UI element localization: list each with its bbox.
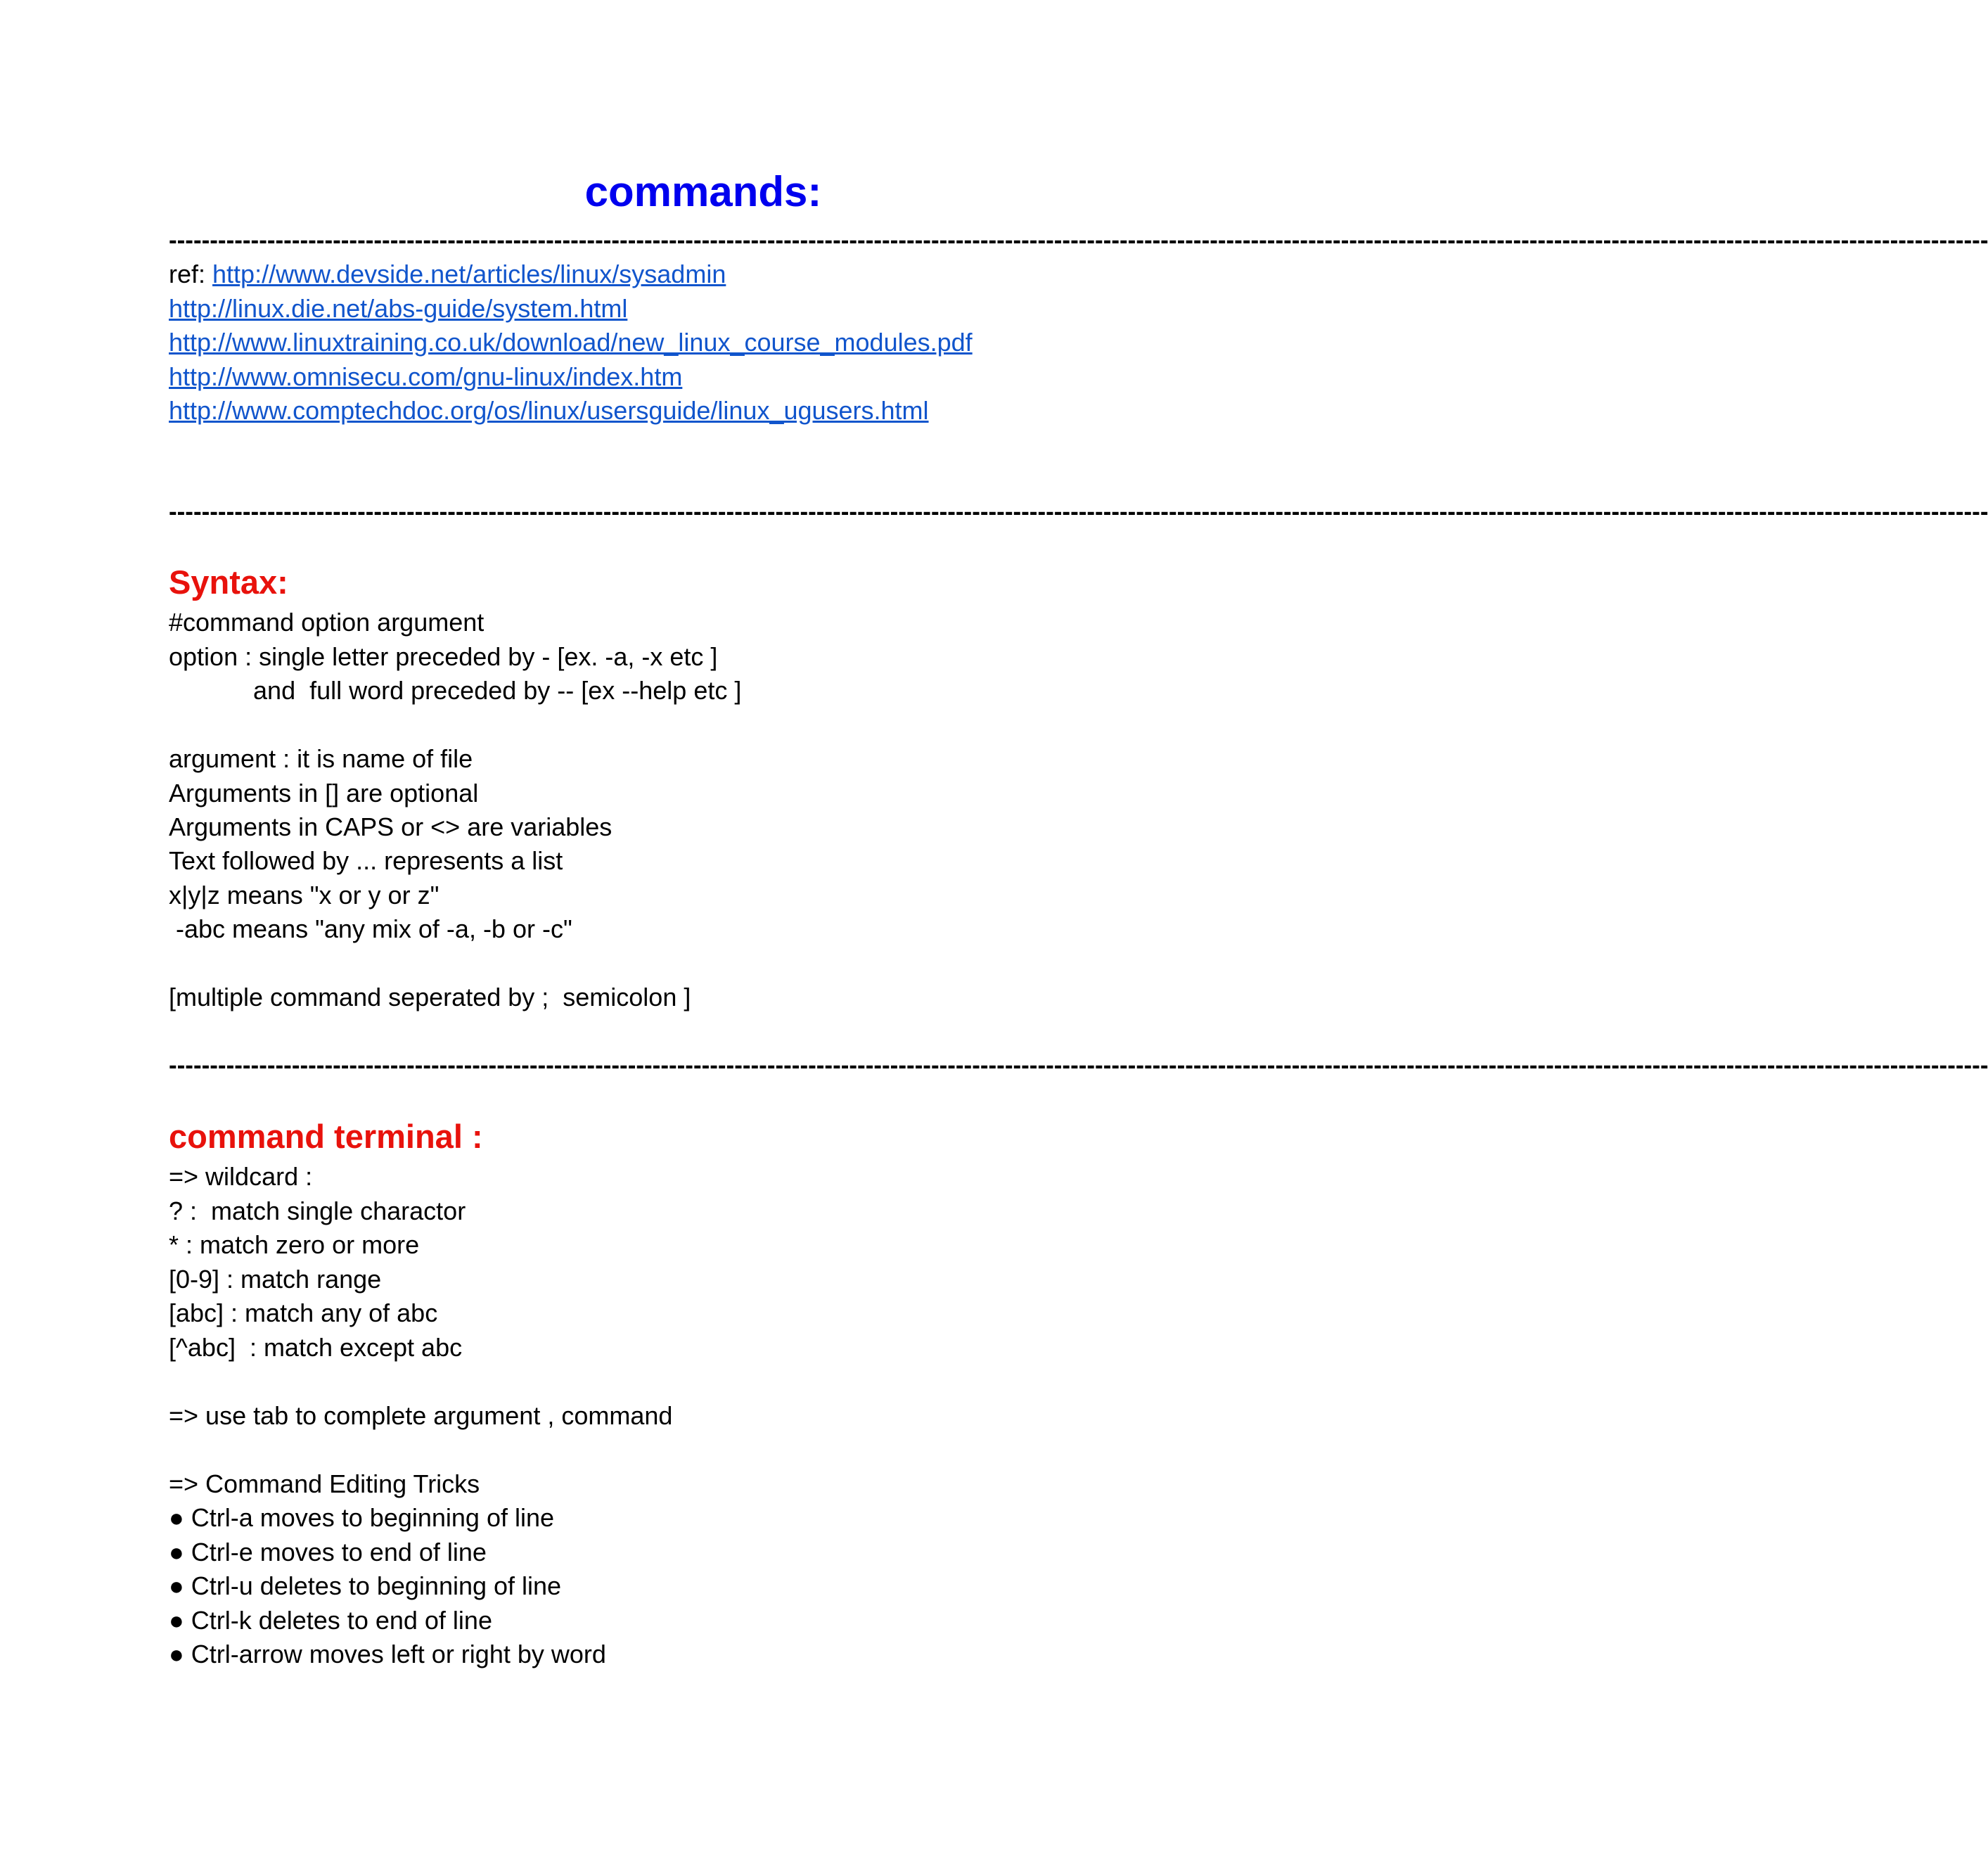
syntax-line: #command option argument — [169, 608, 485, 637]
bullet-item: ● Ctrl-k deletes to end of line — [169, 1606, 492, 1635]
ref-link-linux-die[interactable]: http://linux.die.net/abs-guide/system.html — [169, 294, 628, 323]
ref-link-devside[interactable]: http://www.devside.net/articles/linux/sysadmin — [212, 260, 726, 288]
terminal-line: * : match zero or more — [169, 1230, 420, 1259]
terminal-line: [^abc] : match except abc — [169, 1333, 463, 1362]
page-title: commands: — [584, 168, 822, 215]
terminal-line: => use tab to complete argument , command — [169, 1401, 673, 1430]
ref-line — [169, 325, 973, 359]
syntax-line: Arguments in [] are optional — [169, 779, 479, 807]
ref-line — [169, 291, 627, 326]
syntax-line: option : single letter preceded by - [ex. -a, -x etc ] — [169, 642, 718, 671]
terminal-line: => wildcard : — [169, 1162, 313, 1191]
syntax-line: [multiple command seperated by ; semicolon ] — [169, 983, 691, 1011]
ref-link-linuxtraining[interactable]: http://www.linuxtraining.co.uk/download/new_linux_course_modules.pdf — [169, 328, 973, 357]
syntax-heading: Syntax: — [169, 563, 288, 601]
syntax-line: and full word preceded by -- [ex --help etc ] — [169, 676, 742, 705]
bullet-item: ● Ctrl-arrow moves left or right by word — [169, 1640, 606, 1668]
syntax-line: Text followed by ... represents a list — [169, 846, 563, 875]
bullet-item: ● Ctrl-e moves to end of line — [169, 1538, 487, 1566]
bullet-item: ● Ctrl-u deletes to beginning of line — [169, 1571, 562, 1600]
syntax-line: x|y|z means "x or y or z" — [169, 881, 440, 909]
terminal-heading: command terminal : — [169, 1118, 483, 1155]
terminal-line: ? : match single charactor — [169, 1196, 466, 1225]
ref-line — [169, 359, 682, 394]
syntax-line: Arguments in CAPS or <> are variables — [169, 812, 613, 841]
ref-label: ref: — [169, 260, 213, 288]
divider-rule-1: ------------------------------------------------------------------------------------------------------------------------------------------------------------------------------------------------------------------------------ — [169, 226, 1988, 254]
terminal-line: [abc] : match any of abc — [169, 1298, 438, 1327]
divider-rule-3: ------------------------------------------------------------------------------------------------------------------------------------------------------------------------------------------------------------------------------ — [169, 1052, 1988, 1079]
syntax-line: -abc means "any mix of -a, -b or -c" — [169, 914, 572, 943]
terminal-line: [0-9] : match range — [169, 1265, 382, 1294]
divider-rule-2: ------------------------------------------------------------------------------------------------------------------------------------------------------------------------------------------------------------------------------ — [169, 498, 1988, 525]
ref-line — [169, 393, 929, 428]
ref-line — [169, 257, 726, 291]
ref-link-comptechdoc[interactable]: http://www.comptechdoc.org/os/linux/usersguide/linux_ugusers.html — [169, 396, 929, 425]
syntax-line: argument : it is name of file — [169, 744, 473, 773]
bullet-item: ● Ctrl-a moves to beginning of line — [169, 1503, 555, 1532]
terminal-line: => Command Editing Tricks — [169, 1469, 480, 1498]
ref-link-omnisecu[interactable]: http://www.omnisecu.com/gnu-linux/index.htm — [169, 362, 683, 391]
